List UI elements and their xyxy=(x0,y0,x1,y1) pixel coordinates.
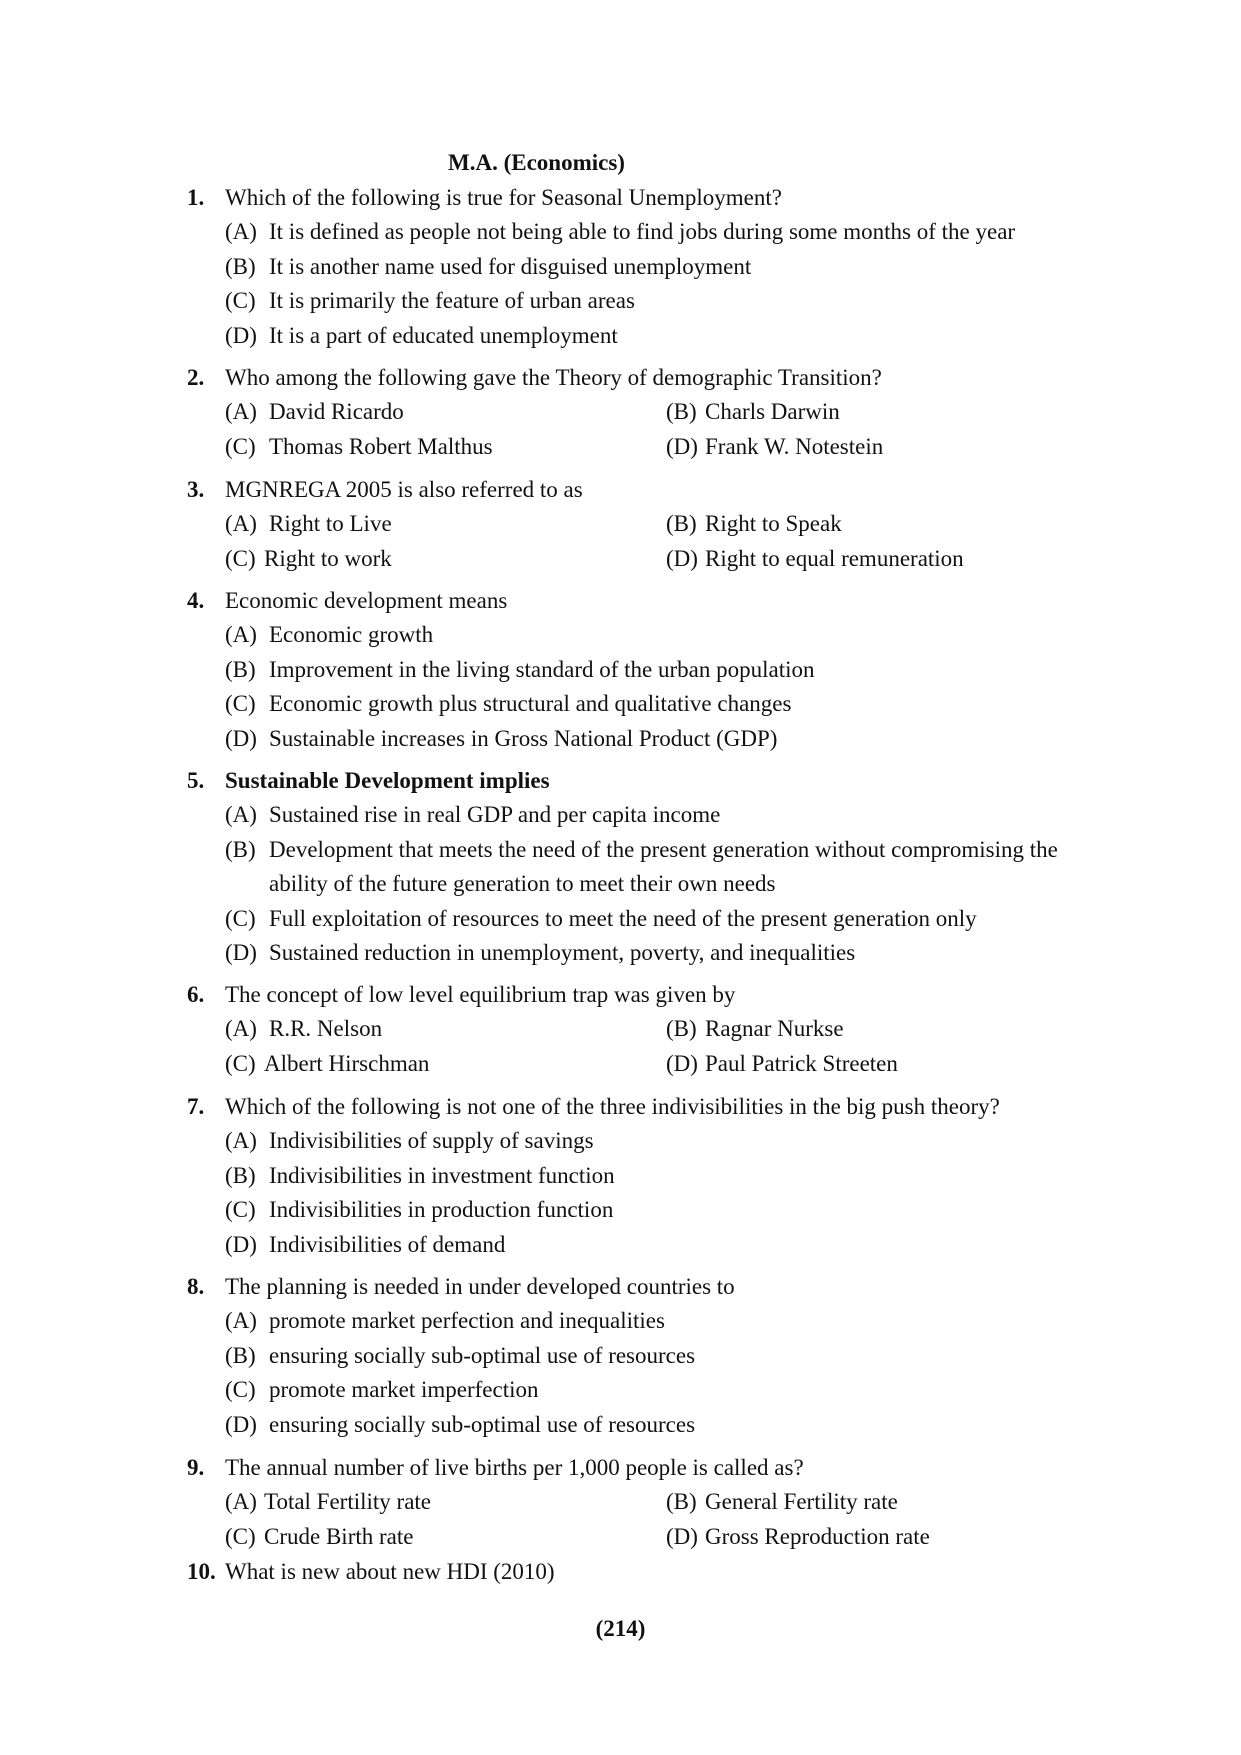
question-2 xyxy=(187,361,1107,464)
option-b: (B) It is another name used for disguised unemployment xyxy=(225,253,752,279)
option-b: (B) Improvement in the living standard of the urban population xyxy=(225,656,815,682)
question-number: 1. xyxy=(187,185,205,210)
option-d: (D) ensuring socially sub-optimal use of resources xyxy=(225,1411,696,1437)
option-a: (A) Total Fertility rate xyxy=(225,1489,432,1514)
option-c: (C) Crude Birth rate xyxy=(225,1523,414,1549)
question-number: 2. xyxy=(187,365,205,390)
page-number: (214) xyxy=(595,1616,646,1641)
question-5 xyxy=(187,764,1107,971)
option-a: (A) It is defined as people not being able to find jobs during some months of the year xyxy=(225,219,1016,244)
option-a: (A) Indivisibilities of supply of savings xyxy=(225,1128,594,1153)
option-a: (A) David Ricardo xyxy=(225,399,404,424)
option-d: (D) It is a part of educated unemployment xyxy=(225,322,618,348)
option-d: (D) Frank W. Notestein xyxy=(666,433,884,459)
option-d: (D) Sustained reduction in unemployment, poverty, and inequalities xyxy=(225,940,856,965)
question-number: 9. xyxy=(187,1455,205,1480)
option-d: (D) Gross Reproduction rate xyxy=(666,1523,930,1549)
option-a: (A) Right to Live xyxy=(225,511,392,536)
option-a: (A) Economic growth xyxy=(225,622,434,647)
option-b: (B) Indivisibilities in investment function xyxy=(225,1162,615,1188)
question-9 xyxy=(187,1451,1107,1554)
option-c: (C) Indivisibilities in production function xyxy=(225,1197,614,1222)
question-number: 4. xyxy=(187,588,205,613)
question-text: The concept of low level equilibrium trap was given by xyxy=(225,982,736,1007)
question-10 xyxy=(187,1555,1107,1589)
question-number: 3. xyxy=(187,477,205,502)
question-8 xyxy=(187,1270,1107,1442)
page-title: M.A. (Economics) xyxy=(448,150,625,175)
option-d: (D) Paul Patrick Streeten xyxy=(666,1050,898,1076)
option-c: (C) It is primarily the feature of urban areas xyxy=(225,288,635,313)
question-6 xyxy=(187,978,1107,1081)
option-b: (B) Right to Speak xyxy=(666,511,842,536)
question-text: The annual number of live births per 1,000 people is called as? xyxy=(225,1455,804,1480)
option-b: (B) Charls Darwin xyxy=(666,399,840,424)
question-number: 10. xyxy=(187,1559,216,1584)
option-c: (C) promote market imperfection xyxy=(225,1377,539,1402)
question-4 xyxy=(187,584,1107,756)
question-number: 5. xyxy=(187,768,205,793)
question-text: The planning is needed in under developed countries to xyxy=(225,1274,735,1299)
option-b: (B) Development that meets the need of the present generation without compromising the ability of the future generation to meet their own needs xyxy=(225,836,1058,896)
question-text: Who among the following gave the Theory of demographic Transition? xyxy=(225,365,882,390)
option-d: (D) Right to equal remuneration xyxy=(666,545,964,571)
option-a: (A) Sustained rise in real GDP and per capita income xyxy=(225,802,721,827)
option-b: (B) ensuring socially sub-optimal use of resources xyxy=(225,1342,696,1368)
question-7 xyxy=(187,1090,1107,1262)
question-text: Economic development means xyxy=(225,588,508,613)
option-c: (C) Albert Hirschman xyxy=(225,1050,430,1076)
option-b: (B) General Fertility rate xyxy=(666,1489,898,1514)
option-b: (B) Ragnar Nurkse xyxy=(666,1016,844,1041)
option-a: (A) promote market perfection and inequalities xyxy=(225,1308,665,1333)
question-number: 6. xyxy=(187,982,205,1007)
question-text: MGNREGA 2005 is also referred to as xyxy=(225,477,583,502)
question-text: Which of the following is not one of the three indivisibilities in the big push theory? xyxy=(225,1094,1000,1119)
option-c: (C) Thomas Robert Malthus xyxy=(225,433,493,459)
option-c: (C) Full exploitation of resources to meet the need of the present generation only xyxy=(225,905,977,931)
question-3 xyxy=(187,473,1107,576)
option-d: (D) Sustainable increases in Gross National Product (GDP) xyxy=(225,725,778,751)
option-c: (C) Right to work xyxy=(225,545,392,571)
question-text: Sustainable Development implies xyxy=(225,768,550,793)
question-1 xyxy=(187,181,1107,353)
question-text: What is new about new HDI (2010) xyxy=(225,1559,555,1584)
option-d: (D) Indivisibilities of demand xyxy=(225,1231,506,1257)
option-a: (A) R.R. Nelson xyxy=(225,1016,383,1041)
question-text: Which of the following is true for Seasonal Unemployment? xyxy=(225,185,782,210)
question-number: 7. xyxy=(187,1094,205,1119)
question-number: 8. xyxy=(187,1274,205,1299)
option-c: (C) Economic growth plus structural and qualitative changes xyxy=(225,691,792,716)
